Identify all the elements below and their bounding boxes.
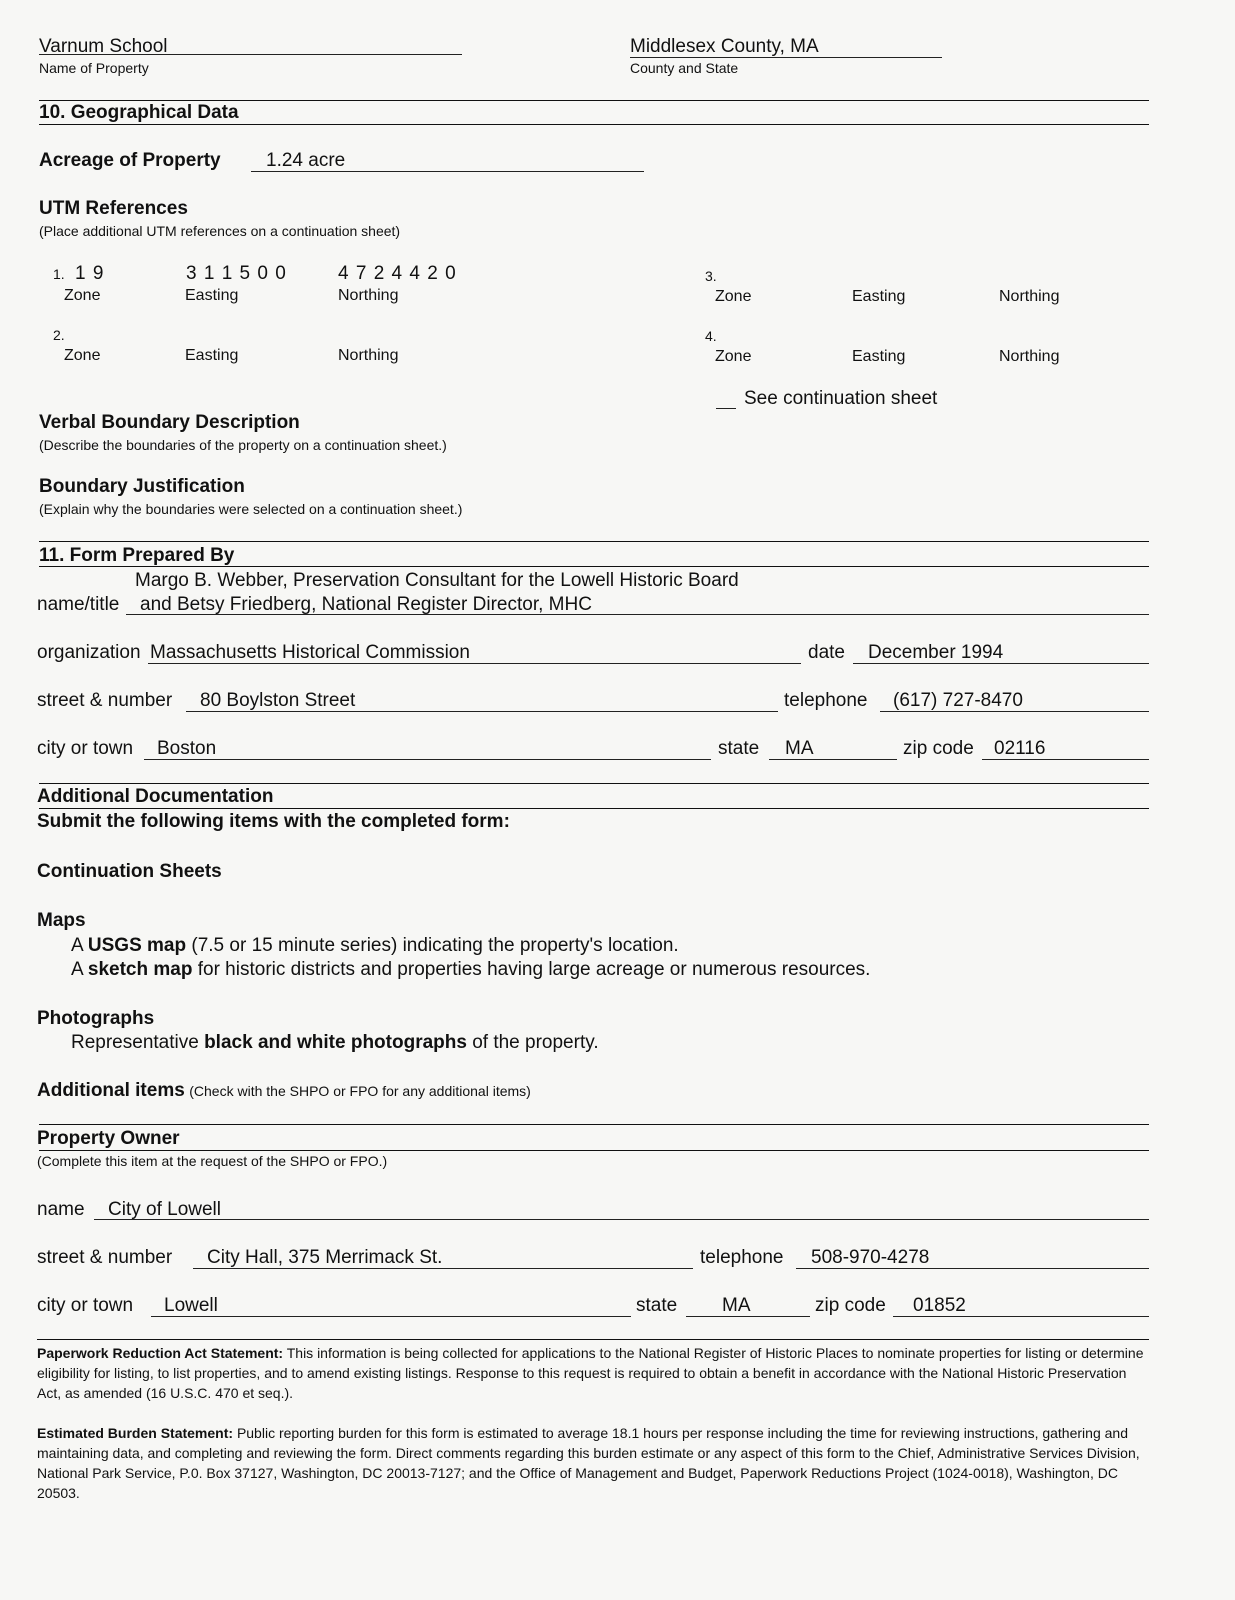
photographs-line: Representative black and white photographs of the property. — [71, 1032, 599, 1053]
maps-usgs-line: A USGS map (7.5 or 15 minute series) indicating the property's location. — [71, 935, 679, 956]
zip-underline — [982, 759, 1149, 760]
owner-telephone-label: telephone — [700, 1247, 784, 1268]
utm-northing-label: Northing — [999, 288, 1060, 305]
county-state-underline — [630, 57, 942, 58]
utm-ref-number: 4. — [705, 328, 717, 344]
state-underline — [769, 759, 897, 760]
name-title-underline — [126, 614, 1149, 615]
section-rule — [39, 783, 1149, 784]
date-underline — [853, 663, 1149, 664]
prepared-title: 11. Form Prepared By — [39, 545, 235, 566]
utm-zone-label: Zone — [64, 287, 101, 304]
utm-easting-label: Easting — [185, 287, 239, 304]
owner-name-underline — [94, 1219, 1149, 1220]
street-label: street & number — [37, 690, 173, 711]
utm-easting-label: Easting — [852, 348, 906, 365]
owner-city-underline — [151, 1316, 631, 1317]
utm-northing-label: Northing — [338, 347, 399, 364]
property-name-label: Name of Property — [39, 60, 149, 76]
acreage-value: 1.24 acre — [266, 150, 346, 171]
owner-city-value: Lowell — [164, 1295, 218, 1316]
verbal-boundary-note: (Describe the boundaries of the property on a continuation sheet.) — [39, 437, 447, 453]
utm-zone-value: 1 9 — [75, 263, 105, 284]
utm-northing-label: Northing — [999, 348, 1060, 365]
acreage-label: Acreage of Property — [39, 150, 221, 171]
organization-underline — [148, 663, 801, 664]
geo-title: 10. Geographical Data — [39, 102, 239, 123]
continuation-checkbox-line[interactable] — [716, 408, 736, 409]
utm-title: UTM References — [39, 198, 188, 219]
submit-instruction: Submit the following items with the completed form: — [37, 811, 510, 832]
boundary-justification-note: (Explain why the boundaries were selected on a continuation sheet.) — [39, 501, 463, 517]
utm-zone-label: Zone — [64, 347, 101, 364]
organization-value: Massachusetts Historical Commission — [150, 642, 470, 663]
street-value: 80 Boylston Street — [200, 690, 356, 711]
preparer-name-line2: and Betsy Friedberg, National Register Director, MHC — [140, 594, 592, 615]
owner-street-underline — [193, 1268, 693, 1269]
utm-ref-number: 1. — [53, 266, 65, 282]
owner-street-label: street & number — [37, 1247, 173, 1268]
acreage-underline — [251, 171, 644, 172]
photographs-title: Photographs — [37, 1008, 155, 1029]
section-rule — [37, 1339, 1149, 1340]
preparer-name-line1: Margo B. Webber, Preservation Consultant for the Lowell Historic Board — [135, 570, 739, 591]
date-value: December 1994 — [868, 642, 1004, 663]
maps-title: Maps — [37, 910, 86, 931]
owner-state-underline — [686, 1316, 810, 1317]
state-label: state — [718, 738, 760, 759]
section-rule — [39, 100, 1149, 101]
organization-label: organization — [37, 642, 141, 663]
utm-zone-label: Zone — [715, 348, 752, 365]
city-underline — [144, 759, 711, 760]
burden-statement: Estimated Burden Statement: Public reporting burden for this form is estimated to average 18.1 hours per response including the time for reviewing instructions, gathering and maintaining data, and completing and reviewing the form. Direct comments regarding this burden estimate or any aspect of this form to the Chief, Administrative Services Division, National Park Service, P.0. Box 37127, Washington, DC 20013-7127; and the Office of Management and Budget, Paperwork Reductions Project (1024-0018), Washington, DC 20503. — [37, 1425, 1140, 1501]
maps-sketch-line: A sketch map for historic districts and properties having large acreage or numerous resources. — [71, 959, 871, 980]
owner-telephone-value: 508-970-4278 — [811, 1247, 930, 1268]
owner-zip-label: zip code — [815, 1295, 886, 1316]
see-continuation-label: See continuation sheet — [744, 388, 938, 409]
utm-ref-number: 2. — [53, 327, 65, 343]
zip-label: zip code — [903, 738, 974, 759]
city-value: Boston — [157, 738, 217, 759]
utm-northing-label: Northing — [338, 287, 399, 304]
owner-zip-value: 01852 — [913, 1295, 966, 1316]
telephone-value: (617) 727-8470 — [893, 690, 1023, 711]
utm-easting-label: Easting — [852, 288, 906, 305]
section-rule — [39, 808, 1149, 809]
owner-note: (Complete this item at the request of the SHPO or FPO.) — [37, 1153, 388, 1169]
county-state: Middlesex County, MA — [630, 36, 819, 57]
city-label: city or town — [37, 738, 134, 759]
utm-northing-value: 4 7 2 4 4 2 0 — [338, 263, 457, 284]
owner-name-value: City of Lowell — [108, 1199, 221, 1220]
name-title-label: name/title — [37, 594, 120, 615]
owner-name-label: name — [37, 1199, 85, 1220]
utm-note: (Place additional UTM references on a continuation sheet) — [39, 223, 401, 239]
section-rule — [39, 566, 1149, 567]
continuation-sheets-title: Continuation Sheets — [37, 861, 222, 882]
section-rule — [39, 1150, 1149, 1151]
owner-state-label: state — [636, 1295, 678, 1316]
boundary-justification-title: Boundary Justification — [39, 476, 245, 497]
section-rule — [39, 124, 1149, 125]
utm-zone-label: Zone — [715, 288, 752, 305]
property-name-underline — [39, 54, 462, 55]
owner-city-label: city or town — [37, 1295, 134, 1316]
utm-ref-number: 3. — [705, 268, 717, 284]
telephone-underline — [880, 711, 1149, 712]
date-label: date — [808, 642, 845, 663]
utm-easting-value: 3 1 1 5 0 0 — [186, 263, 287, 284]
section-rule — [39, 541, 1149, 542]
owner-state-value: MA — [722, 1295, 751, 1316]
telephone-label: telephone — [784, 690, 868, 711]
utm-easting-label: Easting — [185, 347, 239, 364]
verbal-boundary-title: Verbal Boundary Description — [39, 412, 300, 433]
section-rule — [39, 1124, 1149, 1125]
zip-value: 02116 — [994, 738, 1046, 759]
state-value: MA — [785, 738, 814, 759]
additional-doc-title: Additional Documentation — [37, 786, 274, 807]
owner-title: Property Owner — [37, 1128, 180, 1149]
owner-zip-underline — [893, 1316, 1149, 1317]
owner-telephone-underline — [796, 1268, 1149, 1269]
property-name: Varnum School — [39, 36, 168, 57]
county-state-label: County and State — [630, 60, 739, 76]
street-underline — [186, 711, 778, 712]
paperwork-statement: Paperwork Reduction Act Statement: This information is being collected for applications to the National Register of Historic Places to nominate properties for listing or determine eligibility for listing, to list properties, and to amend existing listings. Response to this request is required to obtain a benefit in accordance with the National Historic Preservation Act, as amended (16 U.S.C. 470 et seq.). — [37, 1345, 1144, 1401]
owner-street-value: City Hall, 375 Merrimack St. — [207, 1247, 443, 1268]
additional-items: Additional items (Check with the SHPO or FPO for any additional items) — [37, 1080, 531, 1101]
